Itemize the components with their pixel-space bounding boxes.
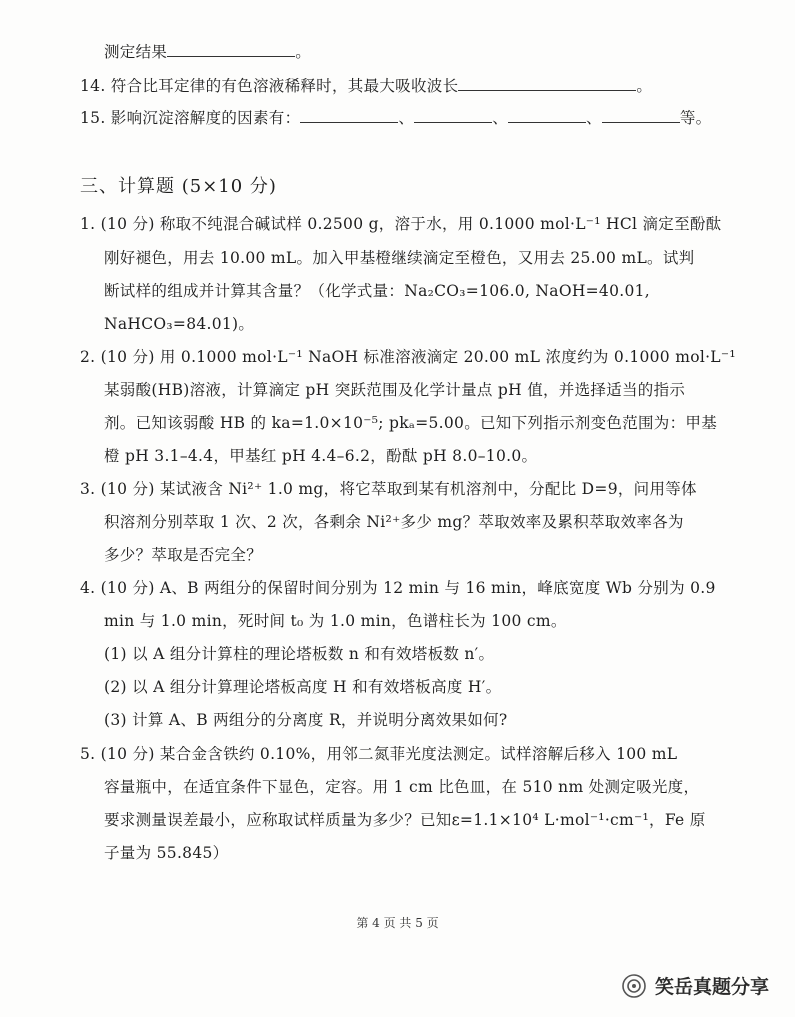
q2-line-4: 橙 pH 3.1–4.4，甲基红 pH 4.4–6.2，酚酞 pH 8.0–10.0。 — [104, 447, 538, 465]
answer-blank — [167, 42, 295, 57]
q4-sub-2: (2) 以 A 组分计算理论塔板高度 H 和有效塔板高度 H′。 — [104, 678, 502, 696]
separator: 、 — [492, 109, 509, 127]
period: 。 — [636, 77, 653, 95]
result-label: 测定结果 — [104, 43, 168, 61]
q1-line-3: 断试样的组成并计算其含量？（化学式量：Na₂CO₃=106.0, NaOH=40.01, — [104, 282, 651, 300]
answer-blank — [458, 76, 636, 91]
ending: 等。 — [679, 109, 712, 127]
wechat-official-account-icon — [621, 973, 647, 999]
answer-blank — [414, 108, 492, 123]
page-footer: 第 4 页 共 5 页 — [356, 916, 439, 930]
separator: 、 — [586, 109, 602, 127]
answer-blank — [508, 108, 586, 123]
question-14 — [80, 74, 652, 96]
answer-blank — [300, 108, 398, 123]
section-title: 三、计算题 (5×10 分) — [80, 176, 277, 197]
q5-line-2: 容量瓶中，在适宜条件下显色，定容。用 1 cm 比色皿，在 510 nm 处测定吸光度， — [104, 778, 700, 796]
q3-line-1: 3. (10 分) 某试液含 Ni²⁺ 1.0 mg，将它萃取到某有机溶剂中，分配比 D=9，问用等体 — [80, 480, 697, 498]
q4-sub-1: (1) 以 A 组分计算柱的理论塔板数 n 和有效塔板数 n′。 — [104, 645, 495, 663]
fill-line-result — [104, 40, 311, 62]
q5-line-4: 子量为 55.845） — [104, 844, 229, 862]
period: 。 — [295, 43, 312, 61]
q2-line-1: 2. (10 分) 用 0.1000 mol·L⁻¹ NaOH 标准溶液滴定 20.00 mL 浓度约为 0.1000 mol·L⁻¹ — [80, 348, 736, 366]
q1-line-4: NaHCO₃=84.01)。 — [104, 315, 255, 333]
q3-line-3: 多少？萃取是否完全？ — [104, 546, 263, 564]
question-14-text: 14. 符合比耳定律的有色溶液稀释时，其最大吸收波长 — [80, 77, 459, 95]
answer-blank — [602, 108, 680, 123]
watermark-text: 笑岳真题分享 — [654, 976, 769, 998]
q3-line-2: 积溶剂分别萃取 1 次、2 次，各剩余 Ni²⁺多少 mg？萃取效率及累积萃取效率各为 — [104, 513, 684, 531]
q1-line-2: 刚好褪色，用去 10.00 mL。加入甲基橙继续滴定至橙色，又用去 25.00 mL。试判 — [104, 249, 695, 267]
separator: 、 — [398, 109, 415, 127]
q5-line-1: 5. (10 分) 某合金含铁约 0.10%，用邻二氮菲光度法测定。试样溶解后移入 100 mL — [80, 745, 678, 763]
q4-sub-3: (3) 计算 A、B 两组分的分离度 R，并说明分离效果如何? — [104, 711, 508, 729]
q5-line-3: 要求测量误差最小，应称取试样质量为多少？已知ε=1.1×10⁴ L·mol⁻¹·cm⁻¹，Fe 原 — [104, 811, 706, 829]
q2-line-2: 某弱酸(HB)溶液，计算滴定 pH 突跃范围及化学计量点 pH 值，并选择适当的指示 — [104, 381, 686, 399]
q2-line-3: 剂。已知该弱酸 HB 的 ka=1.0×10⁻⁵; pkₐ=5.00。已知下列指示剂变色范围为：甲基 — [104, 414, 718, 432]
q1-line-1: 1. (10 分) 称取不纯混合碱试样 0.2500 g，溶于水，用 0.1000 mol·L⁻¹ HCl 滴定至酚酞 — [80, 215, 722, 233]
question-15 — [80, 106, 711, 128]
question-15-text: 15. 影响沉淀溶解度的因素有： — [80, 109, 301, 127]
watermark — [621, 972, 769, 999]
q4-line-2: min 与 1.0 min，死时间 t₀ 为 1.0 min，色谱柱长为 100 cm。 — [104, 612, 567, 630]
q4-line-1: 4. (10 分) A、B 两组分的保留时间分别为 12 min 与 16 min，峰底宽度 Wb 分别为 0.9 — [80, 579, 716, 597]
